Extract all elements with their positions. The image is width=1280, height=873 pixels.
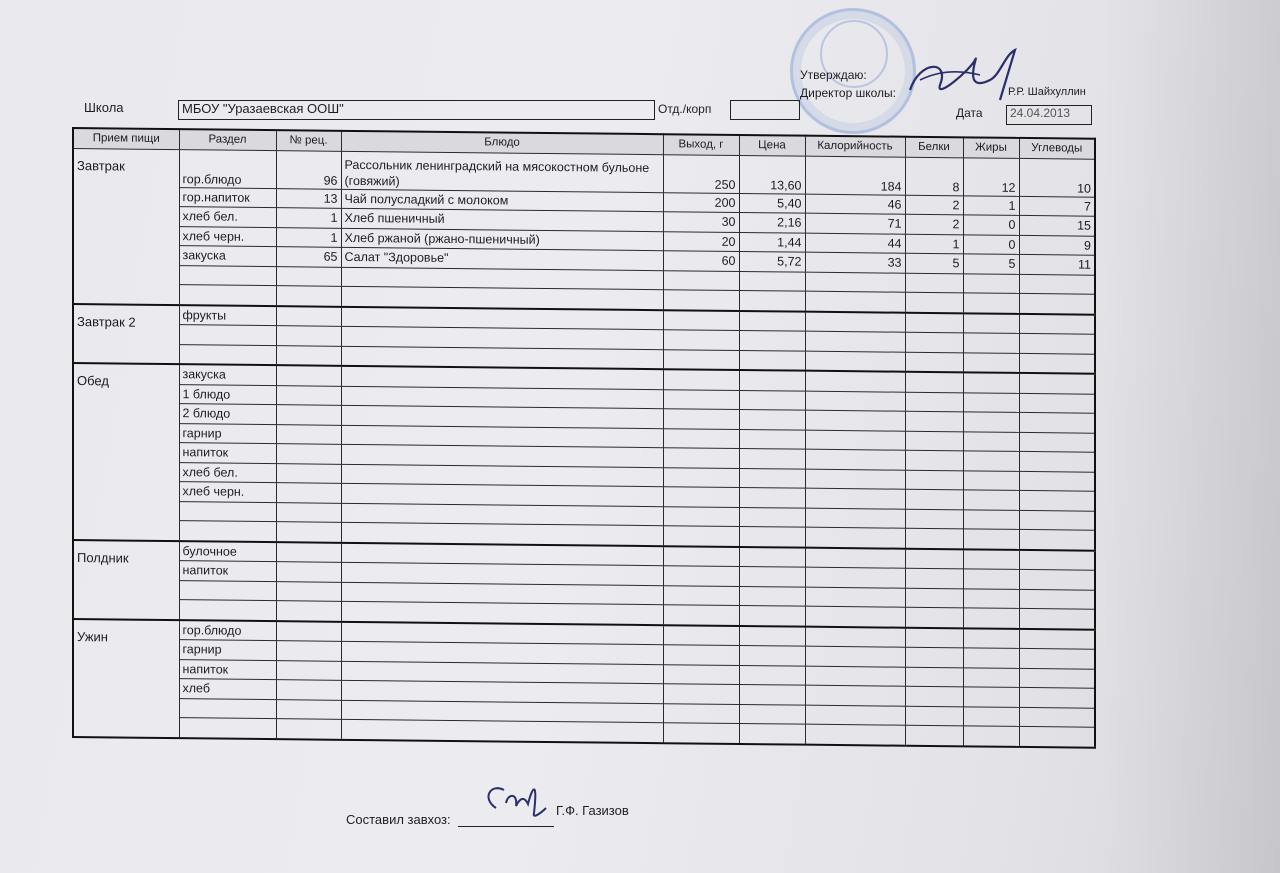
- cell-prot: [905, 528, 963, 549]
- cell-yield: [663, 645, 739, 665]
- cell-price: [739, 704, 805, 724]
- dept-box: [730, 100, 800, 120]
- cell-dish: Хлеб ржаной (ржано-пшеничный): [341, 228, 663, 251]
- cell-fat: [963, 608, 1019, 629]
- cell-yield: [663, 409, 739, 429]
- cell-section: [179, 265, 276, 286]
- column-header: Белки: [905, 137, 963, 158]
- cell-rec: 1: [276, 227, 341, 247]
- cell-price: [739, 448, 805, 468]
- cell-fat: [963, 490, 1019, 510]
- cell-kcal: [805, 626, 905, 647]
- cell-fat: [963, 667, 1019, 687]
- cell-rec: [276, 286, 341, 307]
- cell-yield: [663, 664, 739, 684]
- cell-section: фрукты: [179, 305, 276, 326]
- cell-kcal: [805, 311, 905, 332]
- cell-price: 5,72: [739, 251, 805, 271]
- column-header: № рец.: [276, 130, 341, 151]
- cell-yield: [663, 703, 739, 723]
- column-header: Жиры: [963, 137, 1019, 158]
- cell-carb: [1019, 353, 1095, 374]
- cell-kcal: [805, 567, 905, 588]
- cell-carb: [1019, 510, 1095, 530]
- cell-section: хлеб черн.: [179, 226, 276, 247]
- meal-name: Завтрак: [73, 148, 179, 305]
- cell-fat: [963, 726, 1019, 747]
- cell-carb: 10: [1019, 158, 1095, 197]
- cell-kcal: [805, 488, 905, 509]
- cell-yield: 20: [663, 231, 739, 251]
- cell-kcal: [805, 391, 905, 412]
- school-name: МБОУ "Уразаевская ООШ": [182, 101, 344, 116]
- cell-price: 5,40: [739, 193, 805, 213]
- cell-yield: [663, 270, 739, 290]
- cell-fat: [963, 687, 1019, 707]
- cell-rec: [276, 522, 341, 543]
- cell-rec: [276, 542, 341, 563]
- cell-price: [739, 586, 805, 606]
- cell-kcal: [805, 430, 905, 451]
- cell-prot: [905, 489, 963, 509]
- cell-price: 1,44: [739, 232, 805, 252]
- cell-fat: 5: [963, 254, 1019, 274]
- cell-prot: [905, 292, 963, 313]
- cell-carb: [1019, 412, 1095, 432]
- cell-prot: [905, 568, 963, 588]
- cell-rec: [276, 562, 341, 582]
- cell-carb: [1019, 569, 1095, 589]
- cell-carb: 9: [1019, 235, 1095, 255]
- cell-kcal: [805, 547, 905, 568]
- cell-section: закуска: [179, 364, 276, 385]
- cell-section: хлеб черн.: [179, 482, 276, 503]
- cell-carb: [1019, 608, 1095, 629]
- cell-rec: [276, 326, 341, 346]
- cell-prot: [905, 686, 963, 706]
- cell-price: [739, 290, 805, 311]
- cell-section: [179, 501, 276, 522]
- cell-rec: [276, 345, 341, 366]
- cell-price: 13,60: [739, 155, 805, 194]
- cell-yield: [663, 349, 739, 370]
- cell-yield: [663, 310, 739, 331]
- cell-prot: 5: [905, 253, 963, 273]
- cell-kcal: [805, 291, 905, 312]
- cell-yield: 250: [663, 154, 739, 193]
- cell-dish: Салат "Здоровье": [341, 247, 663, 270]
- cell-yield: [663, 526, 739, 547]
- cell-fat: [963, 509, 1019, 529]
- cell-carb: [1019, 529, 1095, 550]
- cell-kcal: [805, 724, 905, 745]
- cell-carb: [1019, 687, 1095, 707]
- column-header: Выход, г: [663, 134, 739, 155]
- cell-rec: [276, 699, 341, 719]
- cell-kcal: [805, 666, 905, 687]
- cell-carb: [1019, 628, 1095, 649]
- cell-price: [739, 684, 805, 704]
- cell-fat: [963, 706, 1019, 726]
- column-header: Блюдо: [341, 131, 663, 154]
- meal-name: Обед: [73, 363, 179, 541]
- meal-name: Ужин: [73, 619, 179, 738]
- cell-price: [739, 350, 805, 371]
- cell-carb: [1019, 333, 1095, 353]
- cell-prot: [905, 273, 963, 293]
- cell-prot: [905, 667, 963, 687]
- cell-price: [739, 468, 805, 488]
- cell-rec: [276, 424, 341, 444]
- cell-price: 2,16: [739, 212, 805, 232]
- cell-rec: [276, 365, 341, 386]
- cell-section: 2 блюдо: [179, 404, 276, 425]
- cell-yield: [663, 467, 739, 487]
- cell-carb: [1019, 648, 1095, 668]
- cell-yield: [663, 546, 739, 567]
- date-value: 24.04.2013: [1010, 106, 1071, 120]
- cell-kcal: 33: [805, 252, 905, 273]
- director-label: Директор школы:: [800, 86, 896, 100]
- cell-section: [179, 718, 276, 739]
- cell-fat: [963, 372, 1019, 393]
- cell-rec: [276, 483, 341, 503]
- cell-fat: [963, 313, 1019, 334]
- cell-yield: [663, 566, 739, 586]
- cell-prot: [905, 352, 963, 373]
- cell-prot: [905, 431, 963, 451]
- cell-fat: 1: [963, 195, 1019, 215]
- cell-section: закуска: [179, 246, 276, 267]
- cell-fat: [963, 333, 1019, 353]
- cell-kcal: [805, 646, 905, 667]
- cell-prot: [905, 548, 963, 569]
- cell-fat: [963, 352, 1019, 373]
- compiled-label: Составил завхоз:: [346, 812, 451, 827]
- cell-price: [739, 526, 805, 547]
- school-label: Школа: [84, 100, 124, 115]
- cell-prot: 2: [905, 214, 963, 234]
- cell-prot: [905, 312, 963, 333]
- cell-carb: [1019, 293, 1095, 314]
- director-signature: [900, 40, 1030, 110]
- cell-kcal: 44: [805, 233, 905, 254]
- cell-fat: [963, 273, 1019, 293]
- cell-rec: [276, 680, 341, 700]
- cell-fat: [963, 431, 1019, 451]
- cell-kcal: [805, 527, 905, 548]
- cell-carb: [1019, 668, 1095, 688]
- cell-yield: 30: [663, 212, 739, 232]
- cell-kcal: [805, 331, 905, 352]
- cell-prot: [905, 450, 963, 470]
- cell-price: [739, 507, 805, 527]
- cell-prot: [905, 607, 963, 628]
- cell-section: [179, 344, 276, 365]
- cell-kcal: [805, 410, 905, 431]
- cell-yield: [663, 290, 739, 311]
- cell-carb: 7: [1019, 196, 1095, 216]
- zavhoz-signature: [476, 768, 556, 828]
- cell-kcal: [805, 469, 905, 490]
- cell-yield: [663, 487, 739, 507]
- cell-rec: [276, 601, 341, 622]
- column-header: Раздел: [179, 129, 276, 150]
- cell-yield: [663, 723, 739, 744]
- meal-name: Завтрак 2: [73, 304, 179, 365]
- cell-prot: [905, 470, 963, 490]
- cell-carb: [1019, 726, 1095, 747]
- cell-prot: [905, 725, 963, 746]
- cell-yield: 60: [663, 251, 739, 271]
- column-header: Углеводы: [1019, 138, 1095, 159]
- cell-rec: [276, 385, 341, 405]
- approve-label: Утверждаю:: [800, 68, 867, 82]
- cell-section: хлеб бел.: [179, 207, 276, 228]
- cell-prot: [905, 332, 963, 352]
- cell-carb: [1019, 451, 1095, 471]
- cell-section: гор.блюдо: [179, 149, 276, 188]
- cell-kcal: [805, 606, 905, 627]
- cell-dish: Чай полусладкий с молоком: [341, 189, 663, 212]
- cell-kcal: [805, 272, 905, 293]
- cell-kcal: [805, 351, 905, 372]
- cell-yield: [663, 369, 739, 390]
- cell-price: [739, 546, 805, 567]
- director-name: Р.Р. Шайхуллин: [1008, 86, 1086, 98]
- meal-name: Полдник: [73, 540, 179, 620]
- cell-price: [739, 605, 805, 626]
- cell-section: гор.напиток: [179, 187, 276, 208]
- cell-yield: [663, 506, 739, 526]
- cell-fat: [963, 648, 1019, 668]
- cell-rec: [276, 621, 341, 642]
- cell-yield: [663, 585, 739, 605]
- cell-carb: [1019, 490, 1095, 510]
- cell-carb: [1019, 432, 1095, 452]
- cell-section: гор.блюдо: [179, 620, 276, 641]
- cell-kcal: 71: [805, 213, 905, 234]
- cell-kcal: [805, 705, 905, 726]
- cell-carb: 11: [1019, 254, 1095, 274]
- cell-kcal: [805, 508, 905, 529]
- cell-price: [739, 665, 805, 685]
- cell-fat: [963, 588, 1019, 608]
- cell-section: напиток: [179, 659, 276, 680]
- cell-fat: 12: [963, 157, 1019, 196]
- cell-prot: [905, 706, 963, 726]
- cell-dish: Хлеб пшеничный: [341, 208, 663, 231]
- page-shadow: [1100, 0, 1280, 873]
- cell-prot: [905, 509, 963, 529]
- cell-fat: [963, 293, 1019, 314]
- cell-rec: 1: [276, 208, 341, 228]
- cell-yield: [663, 605, 739, 626]
- menu-table: [72, 127, 1096, 748]
- cell-carb: [1019, 471, 1095, 491]
- cell-yield: [663, 448, 739, 468]
- zavhoz-name: Г.Ф. Газизов: [556, 803, 629, 818]
- cell-rec: [276, 405, 341, 425]
- cell-prot: [905, 588, 963, 608]
- cell-price: [739, 429, 805, 449]
- cell-section: [179, 325, 276, 346]
- cell-prot: 1: [905, 234, 963, 254]
- cell-section: напиток: [179, 561, 276, 582]
- cell-rec: [276, 306, 341, 327]
- date-label: Дата: [956, 106, 983, 120]
- cell-price: [739, 390, 805, 410]
- cell-kcal: [805, 587, 905, 608]
- cell-rec: [276, 581, 341, 601]
- cell-carb: [1019, 707, 1095, 727]
- column-header: Цена: [739, 135, 805, 156]
- cell-yield: [663, 625, 739, 646]
- cell-section: [179, 521, 276, 542]
- cell-prot: [905, 372, 963, 393]
- cell-section: булочное: [179, 541, 276, 562]
- column-header: Прием пищи: [73, 128, 179, 149]
- cell-carb: [1019, 589, 1095, 609]
- cell-kcal: 46: [805, 194, 905, 215]
- cell-section: гарнир: [179, 423, 276, 444]
- cell-prot: [905, 627, 963, 648]
- table-body: [73, 148, 1095, 747]
- cell-price: [739, 487, 805, 507]
- cell-section: гарнир: [179, 640, 276, 661]
- cell-rec: 13: [276, 188, 341, 208]
- cell-fat: 0: [963, 234, 1019, 254]
- cell-fat: [963, 470, 1019, 490]
- cell-prot: [905, 647, 963, 667]
- cell-price: [739, 271, 805, 291]
- cell-dish: [341, 719, 663, 742]
- cell-fat: [963, 549, 1019, 570]
- cell-carb: 15: [1019, 215, 1095, 235]
- cell-kcal: [805, 685, 905, 706]
- cell-fat: [963, 412, 1019, 432]
- cell-price: [739, 723, 805, 744]
- cell-prot: [905, 411, 963, 431]
- cell-fat: [963, 451, 1019, 471]
- cell-rec: [276, 266, 341, 286]
- cell-price: [739, 566, 805, 586]
- cell-kcal: 184: [805, 156, 905, 195]
- cell-carb: [1019, 274, 1095, 294]
- cell-dish: Рассольник ленинградский на мясокостном бульоне (говяжий): [341, 151, 663, 192]
- cell-section: [179, 580, 276, 601]
- cell-fat: [963, 569, 1019, 589]
- cell-carb: [1019, 313, 1095, 334]
- cell-fat: [963, 529, 1019, 550]
- cell-price: [739, 409, 805, 429]
- cell-section: [179, 285, 276, 306]
- cell-yield: [663, 428, 739, 448]
- cell-carb: [1019, 393, 1095, 413]
- cell-rec: [276, 660, 341, 680]
- cell-section: хлеб бел.: [179, 462, 276, 483]
- cell-section: [179, 698, 276, 719]
- cell-rec: 65: [276, 247, 341, 267]
- cell-rec: [276, 641, 341, 661]
- dept-label: Отд./корп: [658, 102, 712, 116]
- cell-rec: [276, 463, 341, 483]
- cell-kcal: [805, 371, 905, 392]
- cell-price: [739, 625, 805, 646]
- cell-carb: [1019, 549, 1095, 570]
- cell-rec: [276, 444, 341, 464]
- cell-kcal: [805, 449, 905, 470]
- cell-fat: [963, 392, 1019, 412]
- cell-price: [739, 645, 805, 665]
- cell-carb: [1019, 373, 1095, 394]
- cell-rec: [276, 719, 341, 740]
- cell-yield: [663, 330, 739, 350]
- cell-rec: [276, 502, 341, 522]
- cell-price: [739, 370, 805, 391]
- cell-section: 1 блюдо: [179, 384, 276, 405]
- cell-fat: 0: [963, 215, 1019, 235]
- cell-price: [739, 310, 805, 331]
- cell-price: [739, 330, 805, 350]
- cell-prot: 2: [905, 195, 963, 215]
- cell-yield: [663, 389, 739, 409]
- cell-yield: 200: [663, 192, 739, 212]
- column-header: Калорийность: [805, 136, 905, 157]
- cell-section: хлеб: [179, 679, 276, 700]
- cell-yield: [663, 684, 739, 704]
- cell-fat: [963, 628, 1019, 649]
- cell-section: [179, 600, 276, 621]
- cell-prot: [905, 392, 963, 412]
- cell-section: напиток: [179, 443, 276, 464]
- cell-prot: 8: [905, 157, 963, 196]
- cell-rec: 96: [276, 150, 341, 189]
